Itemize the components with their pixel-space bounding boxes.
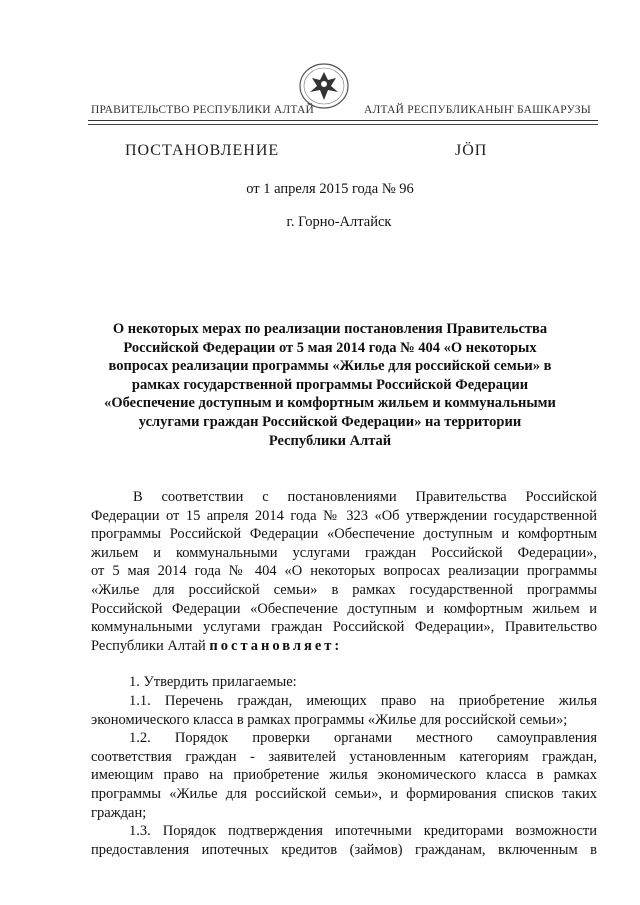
preamble-line: В соответствии с постановлениями Правительства Российской	[133, 489, 597, 505]
document-city: г. Горно-Алтайск	[286, 214, 392, 230]
document-body	[91, 488, 597, 859]
preamble-line: Республики Алтай	[91, 637, 206, 654]
preamble-line: от 5 мая 2014 года № 404 «О некоторых вопросах реализации программы	[91, 563, 597, 580]
title-line: рамках государственной программы Российской Федерации	[131, 376, 529, 393]
document-type-altai: JÖП	[455, 142, 488, 159]
decree-word: постановляет:	[209, 637, 343, 654]
document-type-russian: ПОСТАНОВЛЕНИЕ	[125, 142, 280, 159]
title-line: «Обеспечение доступным и комфортным жильем и коммунальными	[104, 395, 556, 412]
item-1-2-line: граждан;	[91, 804, 147, 821]
title-line: Российской Федерации от 5 мая 2014 года № 404 «О некоторых	[123, 339, 537, 356]
title-line: О некоторых мерах по реализации постановления Правительства	[112, 321, 548, 337]
header-divider	[88, 120, 598, 121]
preamble-line: программы Российской Федерации «Обеспечение доступным и комфортным	[91, 526, 597, 543]
preamble-line: Федерации от 15 апреля 2014 года № 323 «Об утверждении государственной	[91, 507, 597, 524]
preamble-line-last	[91, 637, 597, 656]
item-1-2-line: имеющим право на приобретение жилья экономического класса в рамках	[91, 767, 597, 784]
government-name-russian: ПРАВИТЕЛЬСТВО РЕСПУБЛИКИ АЛТАЙ	[91, 104, 315, 116]
item-1-3-line: предоставления ипотечных кредитов (займов) гражданам, включенным в	[91, 841, 597, 858]
header-divider-thin	[88, 124, 598, 125]
item-1-3-line: 1.3. Порядок подтверждения ипотечными кредиторами возможности	[129, 823, 597, 840]
item-1-2-line: 1.2. Порядок проверки органами местного самоуправления	[129, 730, 597, 747]
title-line: услугами граждан Российской Федерации» на территории	[138, 413, 522, 430]
item-1-2-line: программы «Жилье для российской семьи», и формирования списков таких	[91, 785, 597, 802]
item-1-2-line: соответствия граждан - заявителей установленным категориям граждан,	[91, 748, 597, 765]
title-line: вопросах реализации программы «Жилье для российской семьи» в	[108, 358, 552, 375]
preamble-line: коммунальными услугами граждан Российской Федерации», Правительство	[91, 619, 597, 636]
government-name-altai: АЛТАЙ РЕСПУБЛИКАНЫҤ БАШКАРУЗЫ	[364, 104, 591, 116]
title-line: Республики Алтай	[268, 432, 392, 449]
item-1-1-line: экономического класса в рамках программы «Жилье для российской семьи»;	[91, 711, 568, 728]
preamble-line: жильем и коммунальными услугами граждан Российской Федерации»,	[91, 544, 597, 561]
preamble-line: «Жилье для российской семьи» в рамках государственной программы	[91, 581, 597, 598]
document-date-number: от 1 апреля 2015 года № 96	[246, 181, 414, 197]
item-1-1-line: 1.1. Перечень граждан, имеющих право на приобретение жилья	[129, 692, 597, 709]
document-title	[100, 320, 560, 450]
paragraph-gap	[91, 655, 597, 673]
item-1: 1. Утвердить прилагаемые:	[129, 674, 297, 691]
preamble-line: Российской Федерации «Обеспечение доступным и комфортным жильем и	[91, 600, 597, 617]
